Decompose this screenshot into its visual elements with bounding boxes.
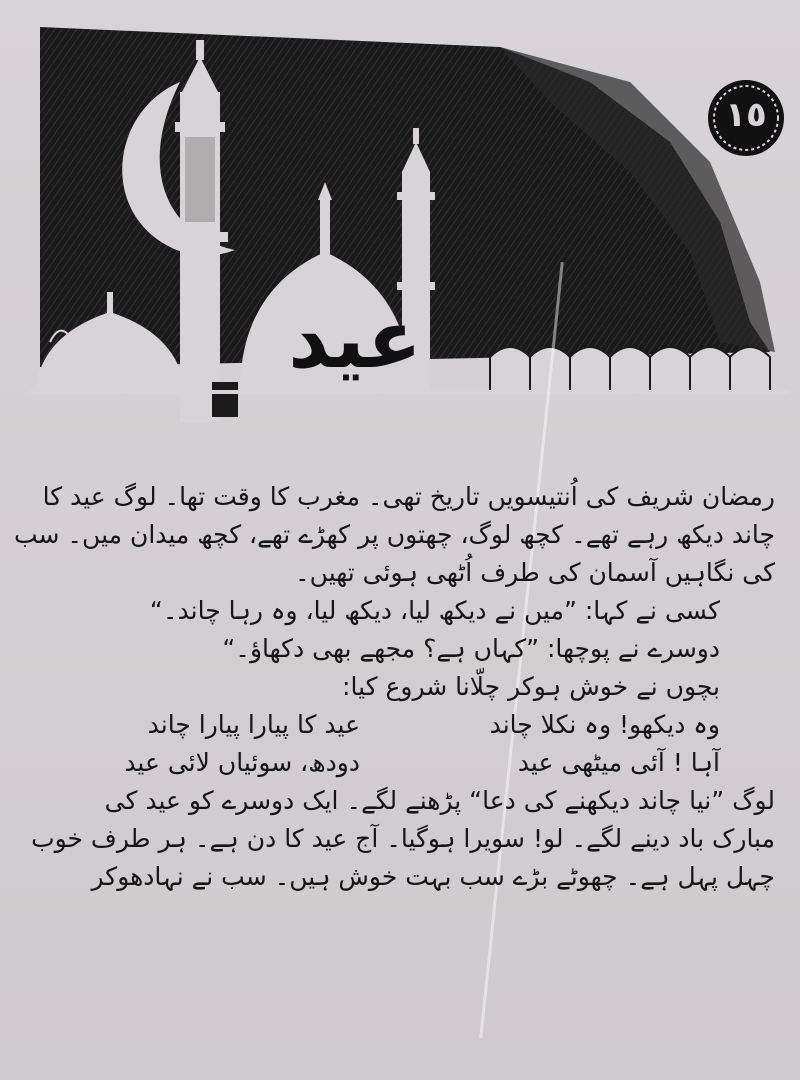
page-title: عید [288, 293, 422, 386]
poem-hemistich: عید کا پیارا پیارا چاند [147, 710, 360, 739]
poem-verse [30, 706, 775, 744]
paragraph-line: چاند دیکھ رہے تھے۔ کچھ لوگ، چھتوں پر کھڑے تھے، کچھ میدان میں۔ سب [13, 520, 775, 549]
paragraph-line: رمضان شریف کی اُنتیسویں تاریخ تھی۔ مغرب کا وقت تھا۔ لوگ عید کا [42, 482, 775, 511]
paragraph-line: چہل پہل ہے۔ چھوٹے بڑے سب بہت خوش ہیں۔ سب نے نہادھوکر [91, 862, 775, 891]
paragraph-line: بچوں نے خوش ہوکر چلّانا شروع کیا: [342, 672, 720, 701]
poem-verse [30, 744, 775, 782]
paragraph-line: دوسرے نے پوچھا: ”کہاں ہے؟ مجھے بھی دکھاؤ۔“ [222, 634, 720, 663]
paragraph-line: کی نگاہیں آسمان کی طرف اُٹھی ہوئی تھیں۔ [295, 558, 775, 587]
poem-hemistich: آہا ! آئی میٹھی عید [517, 748, 720, 777]
poem-hemistich: وہ دیکھو! وہ نکلا چاند [489, 710, 720, 739]
story-text [13, 478, 775, 896]
page-number: ١٥ [725, 95, 767, 135]
poem-hemistich: دودھ، سوئیاں لائی عید [124, 748, 360, 777]
paragraph-line: مبارک باد دینے لگے۔ لو! سویرا ہوگیا۔ آج عید کا دن ہے۔ ہر طرف خوب [31, 824, 775, 853]
paragraph-line: کسی نے کہا: ”میں نے دیکھ لیا، دیکھ لیا، وہ رہا چاند۔“ [149, 596, 720, 625]
paragraph-line: لوگ ”نیا چاند دیکھنے کی دعا“ پڑھنے لگے۔ ایک دوسرے کو عید کی [104, 786, 775, 815]
